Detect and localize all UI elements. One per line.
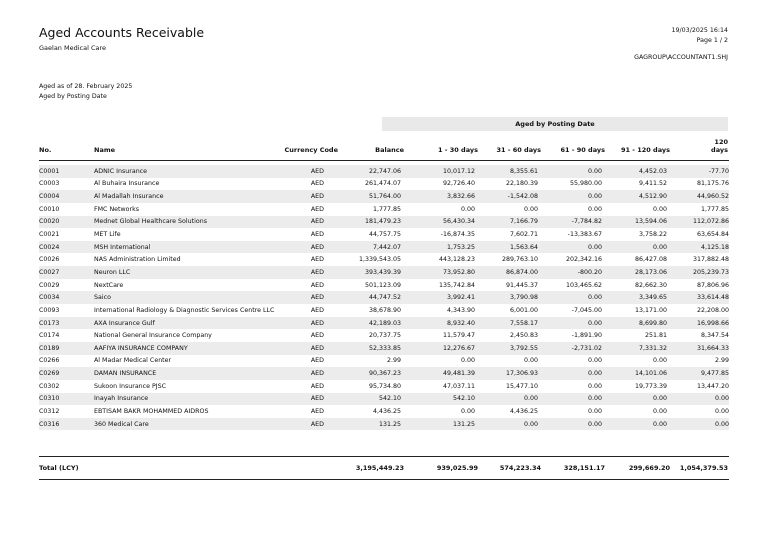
days-31-60: 7,558.17 bbox=[475, 317, 538, 330]
table-body bbox=[39, 165, 729, 430]
days-31-60: 0.00 bbox=[523, 357, 538, 365]
balance: 51,764.00 bbox=[324, 190, 401, 203]
table-row bbox=[39, 304, 729, 317]
customer-no: C0173 bbox=[39, 317, 94, 330]
col-120-line2: days bbox=[711, 146, 728, 154]
currency-code: AED bbox=[310, 180, 324, 188]
days-31-60: 2,450.83 bbox=[509, 332, 538, 340]
days-1-30: 4,343.90 bbox=[446, 306, 475, 314]
days-120-plus: 16,998.66 bbox=[667, 317, 729, 330]
days-61-90: -2,731.02 bbox=[538, 342, 602, 355]
customer-name: EBTISAM BAKR MOHAMMED AIDROS bbox=[94, 407, 209, 415]
customer-no: C0001 bbox=[39, 165, 94, 178]
days-31-60: 91,445.37 bbox=[505, 281, 538, 289]
customer-no: C0310 bbox=[39, 393, 94, 406]
currency-code: AED bbox=[284, 165, 324, 178]
balance: 393,439.39 bbox=[324, 266, 401, 279]
days-61-90: 0.00 bbox=[538, 393, 602, 406]
days-1-30: 0.00 bbox=[460, 205, 475, 213]
days-91-120: 4,452.03 bbox=[602, 165, 667, 178]
currency-code: AED bbox=[310, 357, 324, 365]
customer-name: Neuron LLC bbox=[94, 266, 284, 279]
balance: 22,747.06 bbox=[324, 165, 401, 178]
table-row bbox=[39, 203, 729, 216]
days-31-60: -1,542.08 bbox=[475, 190, 538, 203]
table-row bbox=[39, 291, 729, 304]
col-120-plus bbox=[711, 138, 728, 154]
customer-no: C0029 bbox=[39, 281, 60, 289]
customer-no: C0189 bbox=[39, 342, 94, 355]
customer-name: NAS Administration Limited bbox=[94, 256, 181, 264]
days-91-120: 86,427.08 bbox=[634, 256, 667, 264]
currency-code: AED bbox=[284, 342, 324, 355]
customer-name: Inayah Insurance bbox=[94, 393, 284, 406]
days-61-90: -7,045.00 bbox=[571, 306, 602, 314]
days-1-30: 1,753.25 bbox=[401, 241, 475, 254]
days-1-30: 443,128.23 bbox=[438, 256, 475, 264]
currency-code: AED bbox=[284, 418, 324, 431]
currency-code: AED bbox=[310, 205, 324, 213]
balance: 52,333.85 bbox=[324, 342, 401, 355]
days-1-30: 12,276.67 bbox=[401, 342, 475, 355]
balance: 1,339,543.05 bbox=[358, 256, 401, 264]
days-120-plus: 4,125.18 bbox=[667, 241, 729, 254]
days-61-90: 0.00 bbox=[538, 291, 602, 304]
days-61-90: -13,383.67 bbox=[567, 231, 602, 239]
customer-no: C0027 bbox=[39, 266, 94, 279]
currency-code: AED bbox=[284, 216, 324, 229]
days-1-30: 56,430.34 bbox=[401, 216, 475, 229]
days-61-90: 0.00 bbox=[538, 165, 602, 178]
aging-info bbox=[39, 82, 132, 101]
days-120-plus: 81,175.76 bbox=[696, 180, 729, 188]
days-61-90: -800.20 bbox=[538, 266, 602, 279]
table-row bbox=[39, 317, 729, 330]
table-row bbox=[39, 253, 729, 266]
col-31-60: 31 - 60 days bbox=[496, 146, 541, 154]
days-61-90: 0.00 bbox=[587, 407, 602, 415]
customer-name: Al Buhaira Insurance bbox=[94, 180, 160, 188]
days-120-plus: 87,806.96 bbox=[696, 281, 729, 289]
col-91-120: 91 - 120 days bbox=[620, 146, 670, 154]
balance: 131.25 bbox=[324, 418, 401, 431]
balance: 7,442.07 bbox=[324, 241, 401, 254]
days-120-plus: 63,654.84 bbox=[696, 231, 729, 239]
customer-name: DAMAN INSURANCE bbox=[94, 367, 284, 380]
days-120-plus: 22,208.00 bbox=[696, 306, 729, 314]
table-row bbox=[39, 342, 729, 355]
table-row bbox=[39, 216, 729, 229]
days-91-120: 14,101.06 bbox=[602, 367, 667, 380]
days-61-90: 202,342.16 bbox=[565, 256, 602, 264]
days-1-30: 47,037.11 bbox=[442, 382, 475, 390]
days-61-90: -1,891.90 bbox=[571, 332, 602, 340]
days-91-120: 3,758.22 bbox=[638, 231, 667, 239]
currency-code: AED bbox=[310, 306, 324, 314]
customer-name: National General Insurance Company bbox=[94, 332, 212, 340]
days-31-60: 15,477.10 bbox=[505, 382, 538, 390]
days-61-90: -7,784.82 bbox=[538, 216, 602, 229]
total-61-90: 328,151.17 bbox=[563, 464, 605, 472]
table-row bbox=[39, 367, 729, 380]
customer-name: NextCare bbox=[94, 281, 124, 289]
days-1-30: -16,874.35 bbox=[440, 231, 475, 239]
aging-group-header: Aged by Posting Date bbox=[382, 117, 728, 131]
customer-no: C0010 bbox=[39, 205, 60, 213]
days-61-90: 0.00 bbox=[587, 357, 602, 365]
customer-name: MSH International bbox=[94, 241, 284, 254]
balance: 181,479.23 bbox=[324, 216, 401, 229]
table-row bbox=[39, 380, 729, 393]
total-91-120: 299,669.20 bbox=[628, 464, 670, 472]
days-1-30: 92,726.40 bbox=[442, 180, 475, 188]
days-31-60: 7,602.71 bbox=[509, 231, 538, 239]
balance: 44,757.75 bbox=[368, 231, 401, 239]
days-31-60: 289,763.10 bbox=[501, 256, 538, 264]
table-row bbox=[39, 190, 729, 203]
currency-code: AED bbox=[284, 317, 324, 330]
currency-code: AED bbox=[310, 382, 324, 390]
days-61-90: 55,980.00 bbox=[569, 180, 602, 188]
days-120-plus: 112,072.86 bbox=[667, 216, 729, 229]
days-91-120: 0.00 bbox=[652, 407, 667, 415]
days-120-plus: 2.99 bbox=[714, 357, 729, 365]
days-91-120: 28,173.06 bbox=[602, 266, 667, 279]
days-1-30: 11,579.47 bbox=[442, 332, 475, 340]
days-1-30: 542.10 bbox=[401, 393, 475, 406]
customer-name: Mednet Global Healthcare Solutions bbox=[94, 216, 284, 229]
currency-code: AED bbox=[284, 393, 324, 406]
days-1-30: 73,952.80 bbox=[401, 266, 475, 279]
customer-no: C0034 bbox=[39, 291, 94, 304]
days-31-60: 3,792.55 bbox=[475, 342, 538, 355]
days-91-120: 0.00 bbox=[602, 393, 667, 406]
days-91-120: 7,331.32 bbox=[602, 342, 667, 355]
report-meta bbox=[672, 26, 728, 45]
table-row bbox=[39, 266, 729, 279]
customer-name: MET Life bbox=[94, 231, 121, 239]
receivables-table bbox=[39, 165, 729, 430]
col-currency: Currency Code bbox=[284, 146, 338, 154]
col-no: No. bbox=[39, 146, 52, 154]
days-61-90: 0.00 bbox=[587, 382, 602, 390]
col-1-30: 1 - 30 days bbox=[438, 146, 478, 154]
days-61-90: 0.00 bbox=[538, 190, 602, 203]
days-31-60: 6,001.00 bbox=[509, 306, 538, 314]
table-row bbox=[39, 393, 729, 406]
customer-name: International Radiology & Diagnostic Services Centre LLC bbox=[94, 306, 275, 314]
days-91-120: 251.81 bbox=[644, 332, 667, 340]
table-row bbox=[39, 165, 729, 178]
customer-no: C0093 bbox=[39, 306, 60, 314]
days-120-plus: 44,960.52 bbox=[667, 190, 729, 203]
days-1-30: 3,992.41 bbox=[401, 291, 475, 304]
days-1-30: 8,932.40 bbox=[401, 317, 475, 330]
aged-as-of: Aged as of 28. February 2025 bbox=[39, 83, 133, 90]
days-120-plus: 0.00 bbox=[667, 393, 729, 406]
table-row bbox=[39, 228, 729, 241]
table-row bbox=[39, 241, 729, 254]
customer-no: C0003 bbox=[39, 180, 60, 188]
balance: 44,747.52 bbox=[324, 291, 401, 304]
currency-code: AED bbox=[310, 407, 324, 415]
customer-no: C0024 bbox=[39, 241, 94, 254]
days-31-60: 0.00 bbox=[475, 418, 538, 431]
col-name: Name bbox=[94, 146, 116, 154]
table-row bbox=[39, 418, 729, 431]
currency-code: AED bbox=[284, 291, 324, 304]
balance: 261,474.07 bbox=[364, 180, 401, 188]
total-row bbox=[39, 456, 729, 480]
days-91-120: 19,773.39 bbox=[634, 382, 667, 390]
report-title: Aged Accounts Receivable bbox=[39, 25, 205, 40]
currency-code: AED bbox=[310, 281, 324, 289]
table-row bbox=[39, 405, 729, 418]
customer-no: C0266 bbox=[39, 357, 60, 365]
days-1-30: 131.25 bbox=[401, 418, 475, 431]
days-91-120: 82,662.30 bbox=[634, 281, 667, 289]
report-datetime: 19/03/2025 16:14 bbox=[671, 27, 728, 34]
total-31-60: 574,223.34 bbox=[499, 464, 541, 472]
days-31-60: 0.00 bbox=[475, 393, 538, 406]
days-31-60: 8,355.61 bbox=[475, 165, 538, 178]
column-header-row bbox=[39, 136, 729, 161]
days-31-60: 86,874.00 bbox=[475, 266, 538, 279]
days-120-plus: 0.00 bbox=[667, 418, 729, 431]
days-31-60: 1,563.64 bbox=[475, 241, 538, 254]
aged-by: Aged by Posting Date bbox=[39, 92, 107, 100]
balance: 4,436.25 bbox=[372, 407, 401, 415]
days-1-30: 49,481.39 bbox=[401, 367, 475, 380]
customer-no: C0021 bbox=[39, 231, 60, 239]
days-1-30: 0.00 bbox=[460, 407, 475, 415]
balance: 20,737.75 bbox=[368, 332, 401, 340]
currency-code: AED bbox=[284, 190, 324, 203]
total-label: Total (LCY) bbox=[39, 464, 79, 472]
customer-name: AAFIYA INSURANCE COMPANY bbox=[94, 342, 284, 355]
table-row bbox=[39, 279, 729, 292]
days-61-90: 103,465.62 bbox=[565, 281, 602, 289]
total-120-plus: 1,054,379.53 bbox=[679, 464, 728, 472]
customer-name: ADNIC Insurance bbox=[94, 165, 284, 178]
total-balance: 3,195,449.23 bbox=[355, 464, 404, 472]
days-31-60: 17,306.93 bbox=[475, 367, 538, 380]
company-name: Gaelan Medical Care bbox=[39, 44, 107, 52]
days-91-120: 13,594.06 bbox=[602, 216, 667, 229]
col-120-line1: 120 bbox=[714, 138, 728, 146]
days-120-plus: -77.70 bbox=[667, 165, 729, 178]
customer-no: C0302 bbox=[39, 382, 60, 390]
days-91-120: 3,349.65 bbox=[602, 291, 667, 304]
days-91-120: 4,512.90 bbox=[602, 190, 667, 203]
customer-no: C0174 bbox=[39, 332, 60, 340]
balance: 90,367.23 bbox=[324, 367, 401, 380]
days-1-30: 135,742.84 bbox=[438, 281, 475, 289]
currency-code: AED bbox=[310, 231, 324, 239]
days-61-90: 0.00 bbox=[538, 418, 602, 431]
customer-name: AXA Insurance Gulf bbox=[94, 317, 284, 330]
days-120-plus: 8,347.54 bbox=[700, 332, 729, 340]
balance: 95,734.80 bbox=[368, 382, 401, 390]
days-1-30: 3,832.66 bbox=[401, 190, 475, 203]
table-row bbox=[39, 355, 729, 368]
customer-name: 360 Medical Care bbox=[94, 418, 284, 431]
days-31-60: 22,180.39 bbox=[505, 180, 538, 188]
days-31-60: 3,790.98 bbox=[475, 291, 538, 304]
days-91-120: 0.00 bbox=[602, 241, 667, 254]
page-number: Page 1 / 2 bbox=[696, 36, 728, 44]
currency-code: AED bbox=[284, 241, 324, 254]
days-91-120: 0.00 bbox=[652, 205, 667, 213]
currency-code: AED bbox=[284, 266, 324, 279]
days-120-plus: 317,882.48 bbox=[692, 256, 729, 264]
days-61-90: 0.00 bbox=[538, 367, 602, 380]
customer-name: Al Madallah Insurance bbox=[94, 190, 284, 203]
currency-code: AED bbox=[284, 367, 324, 380]
days-91-120: 9,411.52 bbox=[638, 180, 667, 188]
table-row bbox=[39, 178, 729, 191]
col-61-90: 61 - 90 days bbox=[560, 146, 605, 154]
currency-code: AED bbox=[310, 332, 324, 340]
table-row bbox=[39, 329, 729, 342]
customer-name: Sukoon Insurance PJSC bbox=[94, 382, 167, 390]
days-120-plus: 9,477.85 bbox=[667, 367, 729, 380]
days-91-120: 0.00 bbox=[602, 418, 667, 431]
days-120-plus: 205,239.73 bbox=[667, 266, 729, 279]
balance: 38,678.90 bbox=[368, 306, 401, 314]
days-31-60: 4,436.25 bbox=[509, 407, 538, 415]
days-31-60: 7,166.79 bbox=[475, 216, 538, 229]
days-120-plus: 1,777.85 bbox=[700, 205, 729, 213]
customer-no: C0316 bbox=[39, 418, 94, 431]
days-120-plus: 33,614.48 bbox=[667, 291, 729, 304]
days-61-90: 0.00 bbox=[538, 241, 602, 254]
customer-no: C0020 bbox=[39, 216, 94, 229]
days-91-120: 8,699.80 bbox=[602, 317, 667, 330]
report-user: GAGROUP\ACCOUNTANT1.SHJ bbox=[634, 54, 728, 61]
customer-no: C0026 bbox=[39, 256, 60, 264]
col-balance: Balance bbox=[375, 146, 404, 154]
days-120-plus: 0.00 bbox=[714, 407, 729, 415]
total-1-30: 939,025.99 bbox=[436, 464, 478, 472]
customer-name: Al Madar Medical Center bbox=[94, 357, 172, 365]
balance: 1,777.85 bbox=[372, 205, 401, 213]
balance: 501,123.09 bbox=[364, 281, 401, 289]
currency-code: AED bbox=[310, 256, 324, 264]
balance: 2.99 bbox=[386, 357, 401, 365]
days-120-plus: 31,664.33 bbox=[667, 342, 729, 355]
balance: 42,189.03 bbox=[324, 317, 401, 330]
days-61-90: 0.00 bbox=[538, 317, 602, 330]
balance: 542.10 bbox=[324, 393, 401, 406]
customer-name: FMC Networks bbox=[94, 205, 140, 213]
days-61-90: 0.00 bbox=[587, 205, 602, 213]
customer-no: C0312 bbox=[39, 407, 60, 415]
customer-no: C0004 bbox=[39, 190, 94, 203]
days-91-120: 0.00 bbox=[652, 357, 667, 365]
days-1-30: 0.00 bbox=[460, 357, 475, 365]
customer-name: Saico bbox=[94, 291, 284, 304]
days-91-120: 13,171.00 bbox=[634, 306, 667, 314]
days-1-30: 10,017.12 bbox=[401, 165, 475, 178]
days-31-60: 0.00 bbox=[523, 205, 538, 213]
customer-no: C0269 bbox=[39, 367, 94, 380]
days-120-plus: 13,447.20 bbox=[696, 382, 729, 390]
